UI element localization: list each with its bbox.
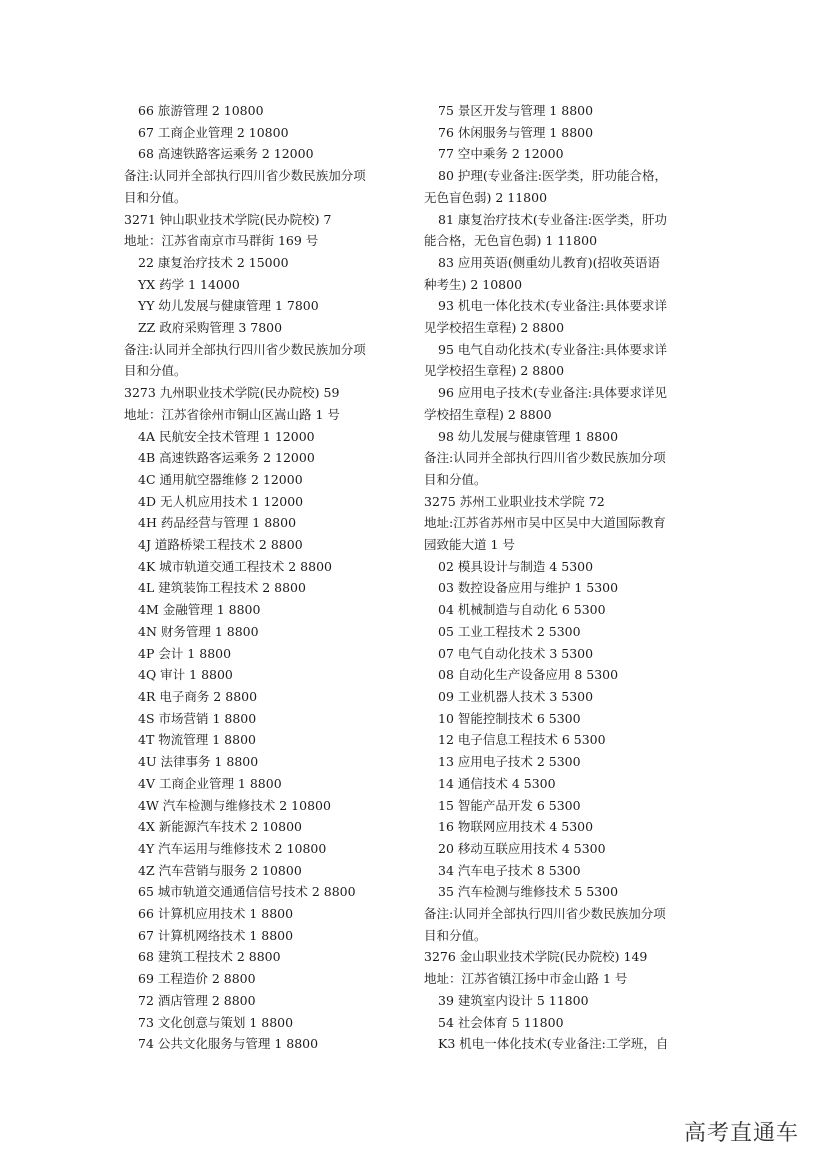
- text-line: 16 物联网应用技术 4 5300: [438, 819, 594, 835]
- text-line: 能合格，无色盲色弱) 1 11800: [424, 233, 598, 249]
- text-line: 07 电气自动化技术 3 5300: [438, 645, 594, 661]
- text-line: 地址:江苏省苏州市吴中区吴中大道国际教育: [424, 515, 666, 531]
- text-line: 4C 通用航空器维修 2 12000: [138, 471, 303, 487]
- text-line: 04 机械制造与自动化 6 5300: [438, 602, 606, 618]
- text-line: 05 工业工程技术 2 5300: [438, 623, 581, 639]
- left-column: [124, 100, 414, 1055]
- text-line: 备注:认同并全部执行四川省少数民族加分项: [124, 168, 366, 184]
- text-line: 园致能大道 1 号: [424, 537, 515, 553]
- text-line: 备注:认同并全部执行四川省少数民族加分项: [424, 450, 666, 466]
- text-line: 03 数控设备应用与维护 1 5300: [438, 580, 619, 596]
- text-line: 14 通信技术 4 5300: [438, 775, 556, 791]
- text-line: 地址：江苏省徐州市铜山区嵩山路 1 号: [124, 406, 340, 422]
- text-line: 4B 高速铁路客运乘务 2 12000: [138, 450, 315, 466]
- text-line: 68 建筑工程技术 2 8800: [138, 949, 281, 965]
- text-line: 02 模具设计与制造 4 5300: [438, 558, 594, 574]
- text-line: 67 计算机网络技术 1 8800: [138, 927, 294, 943]
- text-line: 目和分值。: [124, 189, 187, 205]
- text-line: 73 文化创意与策划 1 8800: [138, 1014, 294, 1030]
- text-line: 备注:认同并全部执行四川省少数民族加分项: [424, 906, 666, 922]
- text-line: 4T 物流管理 1 8800: [138, 732, 256, 748]
- text-line: 65 城市轨道交通通信信号技术 2 8800: [138, 884, 356, 900]
- text-line: 目和分值。: [124, 363, 187, 379]
- text-line: 08 自动化生产设备应用 8 5300: [438, 667, 619, 683]
- right-column: [424, 100, 714, 1055]
- text-line: 4Z 汽车营销与服务 2 10800: [138, 862, 302, 878]
- text-line: 4M 金融管理 1 8800: [138, 602, 261, 618]
- text-line: 4P 会计 1 8800: [138, 645, 232, 661]
- text-line: 96 应用电子技术(专业备注:具体要求详见: [438, 385, 667, 401]
- text-line: 4U 法律事务 1 8800: [138, 754, 259, 770]
- text-line: 3276 金山职业技术学院(民办院校) 149: [424, 949, 648, 965]
- text-line: K3 机电一体化技术(专业备注:工学班，自: [438, 1036, 669, 1052]
- text-line: 4R 电子商务 2 8800: [138, 688, 258, 704]
- text-line: 68 高速铁路客运乘务 2 12000: [138, 146, 314, 162]
- text-line: 69 工程造价 2 8800: [138, 971, 256, 987]
- text-line: 93 机电一体化技术(专业备注:具体要求详: [438, 298, 667, 314]
- text-line: 72 酒店管理 2 8800: [138, 992, 256, 1008]
- text-line: 地址：江苏省镇江扬中市金山路 1 号: [424, 971, 628, 987]
- text-line: 75 景区开发与管理 1 8800: [438, 103, 594, 118]
- text-line: 4S 市场营销 1 8800: [138, 710, 257, 726]
- text-line: 3271 钟山职业技术学院(民办院校) 7: [124, 211, 332, 227]
- text-line: 81 康复治疗技术(专业备注:医学类，肝功: [438, 211, 667, 227]
- text-line: 54 社会体育 5 11800: [438, 1014, 564, 1030]
- text-line: 4W 汽车检测与维修技术 2 10800: [138, 797, 331, 813]
- text-line: 学校招生章程) 2 8800: [424, 406, 552, 422]
- text-line: ZZ 政府采购管理 3 7800: [138, 320, 283, 336]
- text-line: 80 护理(专业备注:医学类，肝功能合格，: [438, 168, 667, 184]
- text-line: 3275 苏州工业职业技术学院 72: [424, 493, 605, 509]
- text-line: 种考生) 2 10800: [424, 276, 523, 292]
- text-line: 95 电气自动化技术(专业备注:具体要求详: [438, 341, 667, 357]
- text-line: YY 幼儿发展与健康管理 1 7800: [138, 298, 319, 314]
- text-line: 15 智能产品开发 6 5300: [438, 797, 581, 813]
- text-line: 4X 新能源汽车技术 2 10800: [138, 819, 302, 835]
- text-line: 4N 财务管理 1 8800: [138, 623, 259, 639]
- text-line: 35 汽车检测与维修技术 5 5300: [438, 884, 619, 900]
- text-line: 4V 工商企业管理 1 8800: [138, 775, 282, 791]
- text-line: 备注:认同并全部执行四川省少数民族加分项: [124, 341, 366, 357]
- text-line: 34 汽车电子技术 8 5300: [438, 862, 581, 878]
- text-line: 39 建筑室内设计 5 11800: [438, 992, 589, 1008]
- text-line: 4A 民航安全技术管理 1 12000: [138, 428, 315, 444]
- text-line: 4K 城市轨道交通工程技术 2 8800: [138, 558, 332, 574]
- text-line: 10 智能控制技术 6 5300: [438, 710, 581, 726]
- text-line: 74 公共文化服务与管理 1 8800: [138, 1036, 319, 1052]
- text-line: 67 工商企业管理 2 10800: [138, 124, 289, 140]
- text-line: 4Q 审计 1 8800: [138, 667, 233, 683]
- text-line: 12 电子信息工程技术 6 5300: [438, 732, 606, 748]
- text-line: 无色盲色弱) 2 11800: [424, 189, 548, 205]
- text-line: 目和分值。: [424, 471, 487, 487]
- text-line: 4Y 汽车运用与维修技术 2 10800: [138, 840, 327, 856]
- text-line: 4D 无人机应用技术 1 12000: [138, 493, 304, 509]
- text-line: YX 药学 1 14000: [138, 276, 240, 292]
- text-line: 4J 道路桥梁工程技术 2 8800: [138, 537, 303, 553]
- text-line: 3273 九州职业技术学院(民办院校) 59: [124, 385, 340, 401]
- watermark-logo: 高考直通车: [683, 1121, 799, 1146]
- text-line: 20 移动互联应用技术 4 5300: [438, 840, 606, 856]
- text-line: 见学校招生章程) 2 8800: [424, 363, 565, 379]
- text-line: 09 工业机器人技术 3 5300: [438, 688, 594, 704]
- text-line: 地址：江苏省南京市马群街 169 号: [124, 233, 319, 249]
- text-line: 4H 药品经营与管理 1 8800: [138, 515, 297, 531]
- text-line: 66 旅游管理 2 10800: [138, 103, 264, 118]
- text-line: 77 空中乘务 2 12000: [438, 146, 564, 162]
- text-line: 83 应用英语(侧重幼儿教育)(招收英语语: [438, 254, 661, 270]
- text-line: 66 计算机应用技术 1 8800: [138, 906, 294, 922]
- text-line: 98 幼儿发展与健康管理 1 8800: [438, 428, 619, 444]
- text-line: 76 休闲服务与管理 1 8800: [438, 124, 594, 140]
- text-line: 目和分值。: [424, 927, 487, 943]
- text-line: 13 应用电子技术 2 5300: [438, 754, 581, 770]
- text-line: 见学校招生章程) 2 8800: [424, 320, 565, 336]
- text-line: 4L 建筑装饰工程技术 2 8800: [138, 580, 306, 596]
- text-line: 22 康复治疗技术 2 15000: [138, 254, 289, 270]
